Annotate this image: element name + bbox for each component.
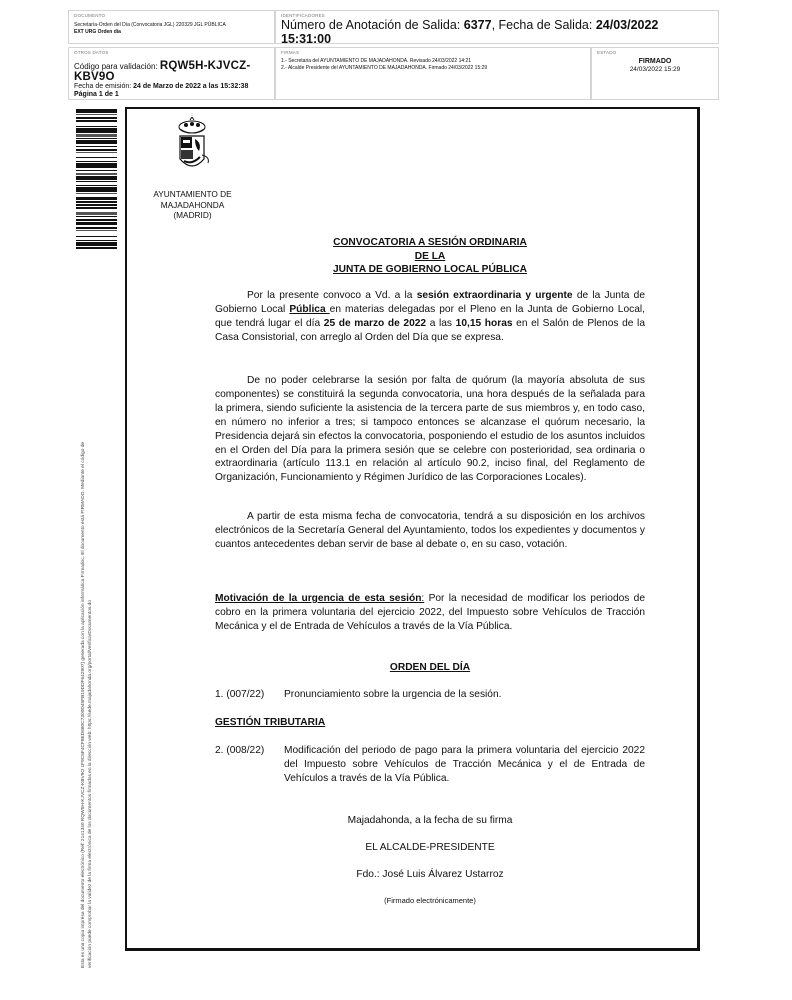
fecha-salida-label: , Fecha de Salida: (491, 18, 596, 32)
fecha-emision (74, 83, 269, 91)
otros-datos-cell (68, 47, 275, 100)
firmas-label: FIRMAS (281, 50, 300, 55)
barcode-bar (76, 134, 117, 136)
signature-note: (Firmado electrónicamente) (384, 896, 476, 905)
barcode-bar (76, 230, 117, 231)
p1-text: en materias delegadas por el Pleno en la Junta de Gobierno Local, que tendrá lugar el día (215, 303, 645, 329)
page-number: Página 1 de 1 (74, 91, 119, 98)
barcode-bar (76, 109, 117, 113)
sidebar-line-2: verificación puede comprobar la validez de la firma electrónica de los documentos firmados en la dirección web: https://sede.majadahonda.org/portal/VerificarDocumentos.do (88, 600, 93, 968)
paragraph-convocatoria (215, 289, 645, 345)
title-line-3: JUNTA DE GOBIERNO LOCAL PÚBLICA (333, 264, 527, 275)
organization-name (140, 189, 245, 221)
paragraph-motivacion (215, 592, 645, 634)
otros-datos-label: OTROS DATOS (74, 50, 109, 55)
signature-role: EL ALCALDE-PRESIDENTE (365, 842, 495, 853)
section-heading: GESTIÓN TRIBUTARIA (215, 717, 326, 728)
barcode-bar (76, 181, 117, 182)
status-date: 24/03/2022 15:29 (629, 66, 681, 73)
barcode-bar (76, 173, 117, 175)
documento-name: Secretaría-Orden del Día (Convocatoria JGL) 220329 JGL PÚBLICA (74, 22, 226, 28)
barcode-bar (76, 236, 117, 237)
p1-text: de la Junta de Gobierno Local (215, 290, 645, 315)
title-line-1: CONVOCATORIA A SESIÓN ORDINARIA (333, 237, 527, 248)
p3-text: A partir de esta misma fecha de convocatoria, tendrá a su disposición en los archivos electrónicos de la Secretaría General del Ayuntamiento, todos los expedientes y documentos y cuantos antecedentes deban servir de base al debate o, en su caso, votación. (215, 511, 645, 550)
motivacion-text: Por la necesidad de modificar los periodos de cobro en la primera voluntaria del ejercicio 2022, del Impuesto sobre Vehículos de Tracción Mecánica y el de Entrada de Vehículos a través de la Vía Pública. (215, 593, 645, 632)
barcode-bar (76, 247, 117, 249)
agenda-item-number: 1. (007/22) (215, 689, 265, 700)
barcode-bar (76, 117, 117, 118)
barcode-bar (76, 128, 117, 133)
barcode-bar (76, 176, 117, 180)
p1-time: 10,15 horas (455, 317, 513, 329)
barcode-bar (76, 240, 117, 241)
barcode-bar (76, 140, 117, 144)
barcode (76, 109, 117, 276)
firma-item: 1.- Secretaria del AYUNTAMIENTO DE MAJADAHONDA. Revisado 24/03/2022 14:21 (281, 58, 472, 64)
agenda-item (215, 744, 645, 786)
signature-name: Fdo.: José Luis Álvarez Ustarroz (356, 869, 504, 880)
barcode-bar (76, 152, 117, 153)
org-line-3: (MADRID) (173, 210, 212, 220)
agenda-item-text: Modificación del periodo de pago para la primera voluntaria del ejercicio 2022 del Impuesto sobre Vehículos de Tracción Mecánica y el de Entrada de Vehículos a través de la Vía Pública. (284, 745, 645, 784)
p1-text: en el Salón de Plenos de la Casa Consistorial, con arreglo al Orden del Día que se expresa. (215, 317, 645, 343)
codigo-value[interactable]: RQW5H-KJVCZ-KBV9O (74, 60, 251, 83)
codigo-label: Código para validación: (74, 62, 160, 71)
barcode-bar (76, 146, 117, 147)
fecha-emision-label: Fecha de emisión: (74, 83, 134, 90)
paragraph-quorum (215, 374, 645, 485)
identificadores-text (281, 18, 713, 44)
barcode-bar (76, 157, 117, 158)
p1-session-type: sesión extraordinaria y urgente (416, 290, 573, 301)
p1-publica: Pública (289, 303, 330, 315)
barcode-bar (76, 120, 117, 122)
paragraph-disposicion (215, 510, 645, 552)
barcode-bar (76, 216, 117, 217)
p1-date: 25 de marzo de 2022 (323, 317, 427, 329)
barcode-bar (76, 126, 117, 127)
p2-text: De no poder celebrarse la sesión por falta de quórum (la mayoría absoluta de sus componentes) se constituirá la segunda convocatoria, una hora después de la señalada para la primera, siendo suficiente la asistencia de la tercera parte de sus miembros y, en todo caso, en número no inferior a tres; si tampoco entonces se alcanzase el quórum necesario, la Presidencia dejará sin efectos la convocatoria, posponiendo el estudio de los asuntos incluidos en el Orden del Día para la primera sesión que se celebre con posterioridad, sea ordinaria o extraordinaria (artículo 113.1 en relación al artículo 90.2, inciso final, del Reglamento de Organización, Funcionamiento y Régimen Jurídico de las Corporaciones Locales). (215, 375, 645, 484)
barcode-bar (76, 201, 117, 202)
documento-subname: EXT URG Orden día (74, 29, 121, 35)
document-metadata-header (68, 10, 719, 100)
codigo-validacion (74, 61, 269, 83)
barcode-bar (76, 204, 117, 206)
barcode-bar (76, 149, 117, 151)
motivacion-colon: : (421, 593, 425, 604)
barcode-bar (76, 185, 117, 186)
p1-text: Por la presente convoco a Vd. a la (247, 290, 417, 301)
anotacion-label: Número de Anotación de Salida: (281, 18, 464, 32)
barcode-bar (76, 187, 117, 192)
sidebar-line-1: Esta es una copia impresa del documento electrónico (Ref: 2141340 RQW5H-KJVCZ-KBV9O 1F9C5F4CF8ED680C7300D45FB19DDF642907) generada con la aplicación informática Firmadoc. El documento está FIRMADO. Mediante el código de (81, 441, 86, 968)
barcode-bar (76, 197, 117, 201)
barcode-bar (76, 161, 117, 162)
fecha-salida: 24/03/2022 (595, 18, 659, 32)
documento-label: DOCUMENTO (74, 13, 106, 18)
hora-salida: 15:31:00 (281, 32, 332, 44)
barcode-bar (76, 219, 117, 220)
firma-item: 2.- Alcalde Presidente del AYUNTAMIENTO DE MAJADAHONDA. Firmado 24/03/2022 15:29 (281, 65, 488, 71)
verification-sidebar-text (80, 298, 94, 968)
orden-del-dia-heading: ORDEN DEL DÍA (389, 662, 471, 673)
fecha-emision-value: 24 de Marzo de 2022 a las 15:32:38 (133, 83, 249, 90)
org-line-1: AYUNTAMIENTO DE (153, 189, 232, 199)
status-badge: FIRMADO (638, 58, 672, 65)
barcode-bar (76, 193, 117, 194)
estado-cell (591, 47, 719, 100)
barcode-bar (76, 163, 117, 168)
barcode-bar (76, 222, 117, 226)
agenda-item-number: 2. (008/22) (215, 745, 265, 756)
agenda-item-text: Pronunciamiento sobre la urgencia de la sesión. (284, 689, 502, 700)
barcode-bar (76, 212, 117, 214)
documento-cell (68, 10, 275, 44)
barcode-bar (76, 227, 117, 229)
barcode-bar (76, 207, 117, 208)
org-line-2: MAJADAHONDA (160, 199, 225, 210)
firmas-cell (275, 47, 591, 100)
identificadores-cell (275, 10, 719, 44)
anotacion-number: 6377 (463, 18, 492, 32)
p1-text: a las (426, 317, 456, 329)
estado-label: ESTADO (597, 50, 617, 55)
motivacion-label: Motivación de la urgencia de esta sesión (215, 593, 422, 604)
barcode-bar (76, 138, 117, 139)
barcode-bar (76, 114, 117, 115)
barcode-bar (76, 242, 117, 246)
agenda-item (215, 688, 645, 702)
title-line-2: DE LA (414, 250, 446, 262)
signature-place: Majadahonda, a la fecha de su firma (347, 815, 513, 826)
coat-of-arms-icon (170, 117, 215, 177)
identificadores-label: IDENTIFICADORES (281, 13, 326, 18)
document-title (215, 236, 645, 277)
barcode-bar (76, 170, 117, 171)
